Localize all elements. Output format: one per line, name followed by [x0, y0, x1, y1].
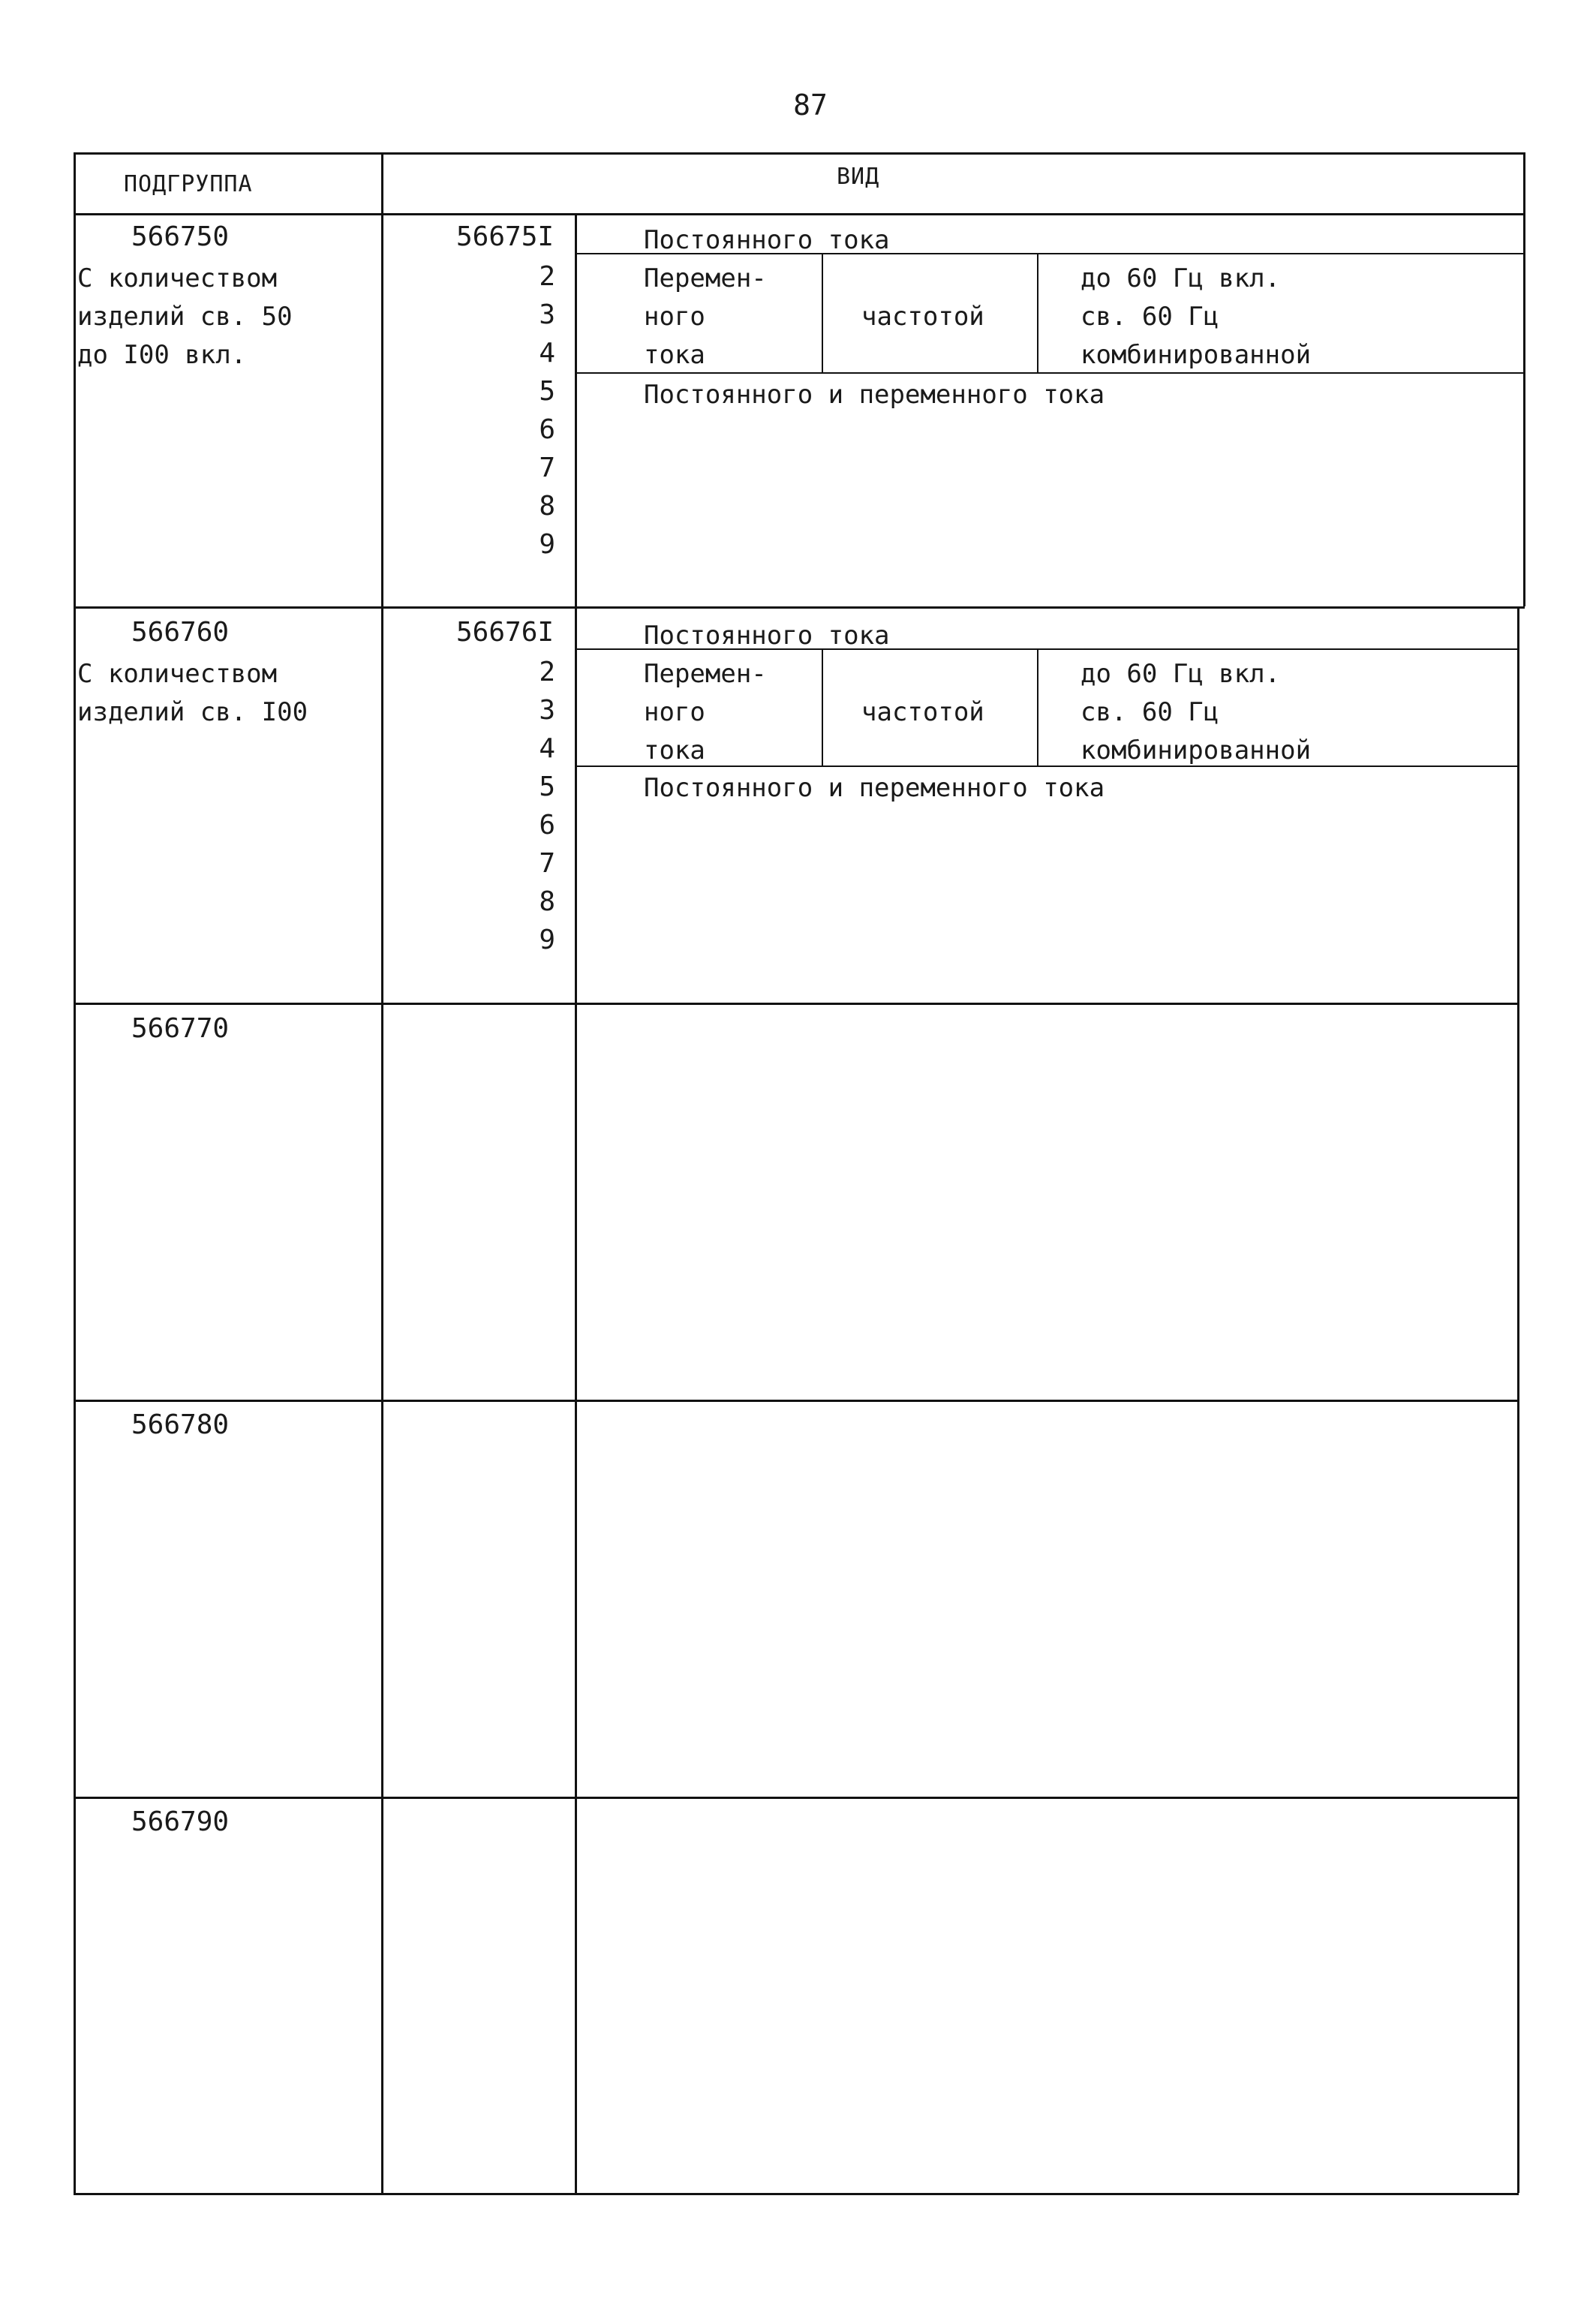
kind-ac-label: тока: [644, 340, 705, 370]
kind-frequency-value: до 60 Гц вкл.: [1081, 263, 1281, 293]
group-code-566780: 566780: [131, 1409, 230, 1440]
kind-number: 4: [539, 338, 555, 368]
kind-dc-ac: Постоянного и переменного тока: [644, 773, 1105, 803]
kind-number: 7: [539, 453, 555, 483]
column-divider-1: [381, 152, 383, 2194]
kind-number: 5: [539, 376, 555, 407]
kind-number: 2: [539, 657, 555, 687]
kind-ac-label: тока: [644, 735, 705, 765]
g1-ac-divider: [575, 372, 1525, 374]
group-desc-line: С количеством: [77, 263, 278, 293]
kind-frequency-value: комбинированной: [1081, 340, 1312, 370]
kind-number: 6: [539, 810, 555, 841]
kind-number: 9: [539, 529, 555, 560]
group-code-566790: 566790: [131, 1806, 230, 1837]
g2-ac-col-b: [1037, 648, 1038, 765]
kind-dc: Постоянного тока: [644, 225, 890, 255]
row-divider-4: [74, 1797, 1519, 1799]
kind-number: 5: [539, 772, 555, 802]
group-code: 566750: [131, 221, 230, 252]
kind-ac-label: Перемен-: [644, 659, 767, 689]
kind-dc-ac: Постоянного и переменного тока: [644, 380, 1105, 410]
g2-ac-col-a: [822, 648, 823, 765]
g2-ac-divider: [575, 765, 1519, 767]
kind-frequency-value: до 60 Гц вкл.: [1081, 659, 1281, 689]
group-code: 566760: [131, 617, 230, 648]
kind-frequency-label: частотой: [861, 697, 984, 727]
kind-number: 3: [539, 695, 555, 726]
header-bottom-border: [74, 213, 1525, 215]
column-divider-2: [575, 213, 577, 2193]
kind-frequency-value: св. 60 Гц: [1081, 302, 1219, 332]
row-divider-1: [74, 606, 1525, 609]
kind-dc: Постоянного тока: [644, 621, 890, 651]
group-desc-line: до I00 вкл.: [77, 340, 247, 370]
kind-ac-label: ного: [644, 302, 705, 332]
group-code-566770: 566770: [131, 1013, 230, 1044]
table-left-border: [74, 152, 76, 2194]
kind-ac-label: ного: [644, 697, 705, 727]
kind-frequency-label: частотой: [861, 302, 984, 332]
group-desc-line: С количеством: [77, 659, 278, 689]
kind-number: 8: [539, 886, 555, 917]
table-top-border: [74, 152, 1525, 155]
kind-number: 4: [539, 733, 555, 764]
row-divider-2: [74, 1003, 1519, 1005]
group-desc-line: изделий св. I00: [77, 697, 308, 727]
table-bottom-border: [74, 2193, 1519, 2195]
kind-number-column: [450, 653, 555, 959]
kind-number: 3: [539, 299, 555, 330]
kind-frequency-value: св. 60 Гц: [1081, 697, 1219, 727]
header-subgroup: ПОДГРУППА: [124, 171, 253, 197]
kind-number: 6: [539, 414, 555, 445]
kind-number: 7: [539, 848, 555, 879]
kind-code: 56676I: [456, 617, 555, 648]
table-right-border-bottom: [1517, 606, 1519, 2193]
kind-number: 8: [539, 491, 555, 522]
kind-number-column: [450, 257, 555, 564]
kind-code: 56675I: [456, 221, 555, 252]
kind-number: 2: [539, 261, 555, 292]
header-kind: ВИД: [837, 164, 880, 190]
kind-frequency-value: комбинированной: [1081, 735, 1312, 765]
kind-number: 9: [539, 925, 555, 955]
group-desc-line: изделий св. 50: [77, 302, 293, 332]
g1-ac-col-a: [822, 253, 823, 372]
kind-ac-label: Перемен-: [644, 263, 767, 293]
row-divider-3: [74, 1400, 1519, 1402]
table-right-border-top: [1523, 152, 1525, 606]
page-number: 87: [793, 89, 828, 122]
g1-ac-col-b: [1037, 253, 1038, 372]
